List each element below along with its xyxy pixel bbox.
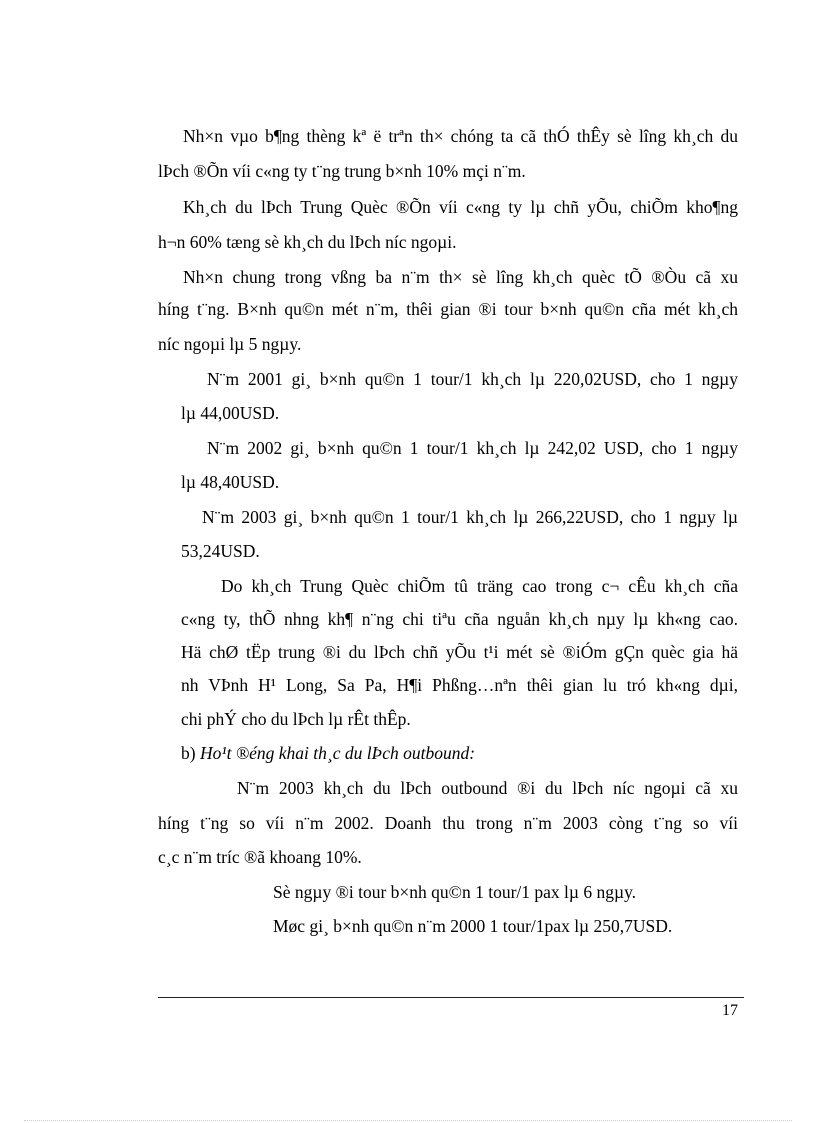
paragraph-line: c¸c n¨m tríc ®ã khoang 10%. — [158, 847, 362, 867]
section-label: b) — [181, 743, 200, 763]
paragraph-line: N¨m 2003 kh¸ch du lÞch outbound ®i du lÞch níc ngoµi cã xu — [237, 778, 738, 798]
footer-rule — [158, 997, 744, 998]
paragraph-line: lµ 44,00USD. — [181, 403, 280, 423]
section-title: Ho¹t ®éng khai th¸c du lÞch outbound: — [199, 743, 476, 763]
paragraph-line: h¬n 60% tæng sè kh¸ch du lÞch níc ngoµi. — [158, 232, 457, 252]
paragraph-line: híng t¨ng. B×nh qu©n mét n¨m, thêi gian ®i tour b×nh qu©n cña mét kh¸ch — [158, 299, 738, 319]
paragraph-line: N¨m 2002 gi¸ b×nh qu©n 1 tour/1 kh¸ch lµ 242,02 USD, cho 1 ngµy — [207, 438, 738, 458]
paragraph-line: Do kh¸ch Trung Quèc chiÕm tû träng cao trong c¬ cÊu kh¸ch cña — [221, 576, 738, 596]
paragraph-line: Nh×n vµo b¶ng thèng kª ë trªn th× chóng ta cã thÓ thÊy sè lîng kh¸ch du — [183, 126, 738, 146]
paragraph-line: Kh¸ch du lÞch Trung Quèc ®Õn víi c«ng ty lµ chñ yÕu, chiÕm kho¶ng — [183, 197, 738, 217]
paragraph-line: N¨m 2001 gi¸ b×nh qu©n 1 tour/1 kh¸ch lµ 220,02USD, cho 1 ngµy — [207, 369, 738, 389]
paragraph-line: lµ 48,40USD. — [181, 472, 280, 492]
page-number: 17 — [722, 1002, 738, 1019]
paragraph-line: níc ngoµi lµ 5 ngµy. — [158, 334, 302, 354]
paragraph-line: Møc gi¸ b×nh qu©n n¨m 2000 1 tour/1pax lµ 250,7USD. — [273, 916, 673, 936]
paragraph-line: N¨m 2003 gi¸ b×nh qu©n 1 tour/1 kh¸ch lµ 266,22USD, cho 1 ngµy lµ — [202, 507, 738, 527]
section-heading — [181, 742, 475, 764]
paragraph-line: Nh×n chung trong vßng ba n¨m th× sè lîng kh¸ch quèc tÕ ®Òu cã xu — [183, 267, 738, 287]
paragraph-line: lÞch ®Õn víi c«ng ty t¨ng trung b×nh 10% mçi n¨m. — [158, 161, 526, 181]
paragraph-line: nh VÞnh H¹ Long, Sa Pa, H¶i Phßng…nªn thêi gian lu tró kh«ng dµi, — [181, 675, 738, 695]
paragraph-line: chi phÝ cho du lÞch lµ rÊt thÊp. — [181, 709, 411, 729]
paragraph-line: 53,24USD. — [181, 541, 260, 561]
paragraph-line: c«ng ty, thÕ nhng kh¶ n¨ng chi tiªu cña nguån kh¸ch nµy lµ kh«ng cao. — [181, 609, 738, 629]
paragraph-line: Sè ngµy ®i tour b×nh qu©n 1 tour/1 pax lµ 6 ngµy. — [273, 882, 637, 902]
page-bottom-border — [24, 1120, 792, 1121]
paragraph-line: Hä chØ tËp trung ®i du lÞch chñ yÕu t¹i mét sè ®iÓm gÇn quèc gia hä — [181, 642, 738, 662]
paragraph-line: híng t¨ng so víi n¨m 2002. Doanh thu trong n¨m 2003 còng t¨ng so víi — [158, 813, 738, 833]
